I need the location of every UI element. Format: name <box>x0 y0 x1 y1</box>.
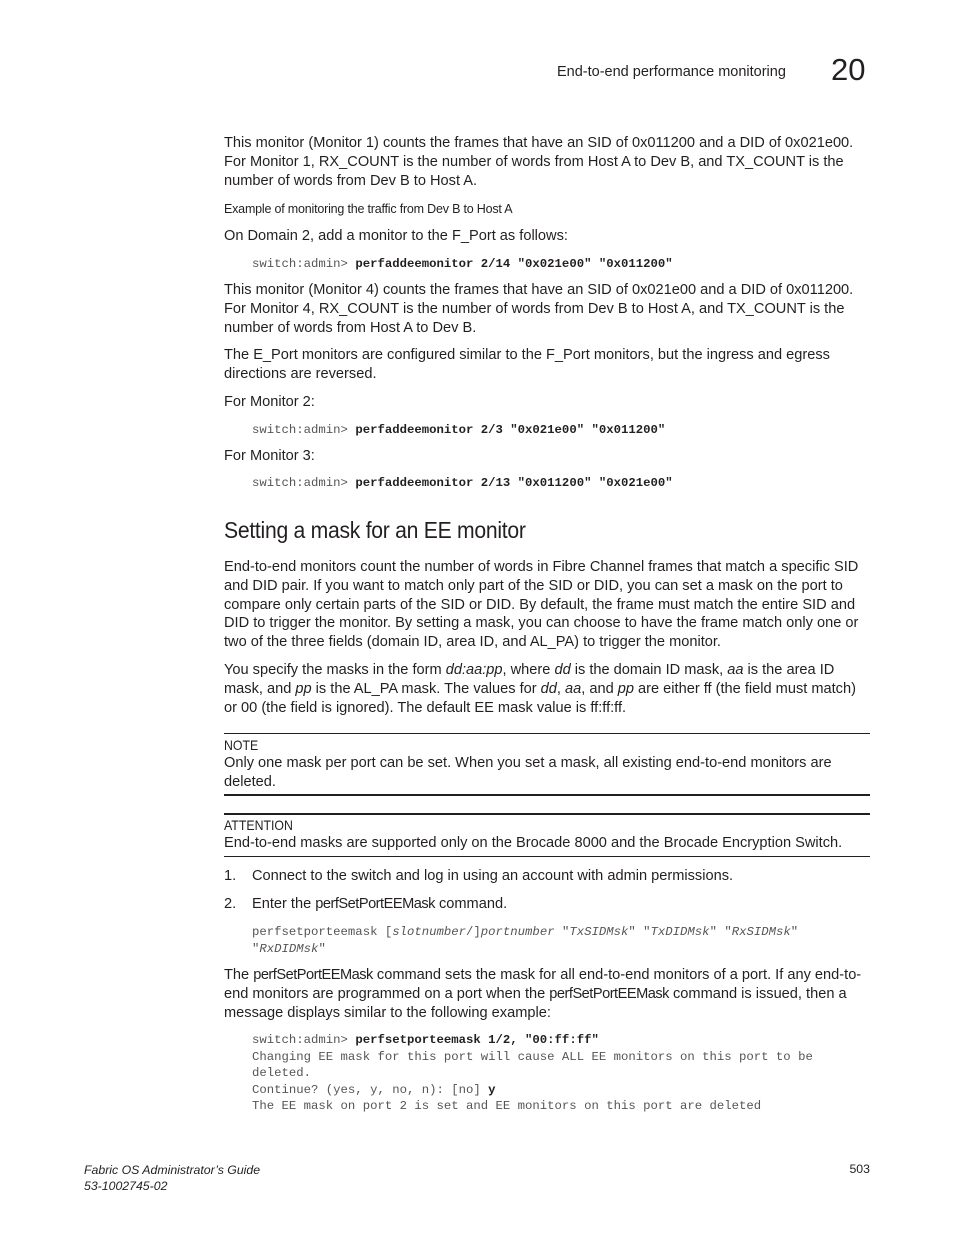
syntax-block: perfsetporteemask [slotnumber/]portnumber "TxSIDMsk" "TxDIDMsk" "RxSIDMsk" "RxDIDMsk" <box>252 925 799 956</box>
example-caption: Example of monitoring the traffic from Dev B to Host A <box>224 202 513 216</box>
running-header-title: End-to-end performance monitoring <box>557 64 786 80</box>
code-prompt: switch:admin> <box>252 257 356 271</box>
section-heading: Setting a mask for an EE monitor <box>224 517 526 543</box>
attention-bottom-rule <box>224 856 870 857</box>
code-command: perfsetporteemask 1/2, "00:ff:ff" <box>355 1033 599 1047</box>
command-name: perfSetPortEEMask <box>549 985 669 1002</box>
step-2-text: Enter the perfSetPortEEMask command. <box>252 896 508 912</box>
example-output-block: switch:admin> perfsetporteemask 1/2, "00:ff:ff" Changing EE mask for this port will cause ALL EE monitors on this port to be deleted. Continue? (yes, y, no, n): [no] y The EE mask on port 2 is set and EE monitors on this port are deleted <box>252 1033 813 1113</box>
paragraph-domain-2: On Domain 2, add a monitor to the F_Port as follows: <box>224 228 568 244</box>
code-block-2 <box>252 422 665 439</box>
page-number: 503 <box>849 1162 870 1176</box>
chapter-number: 20 <box>831 52 866 87</box>
note-top-rule <box>224 733 870 734</box>
paragraph-monitor-3: For Monitor 3: <box>224 448 315 464</box>
paragraph-section-intro: End-to-end monitors count the number of words in Fibre Channel frames that match a specific SID and DID pair. If you want to match only part of the SID or DID, you can set a mask on the port to compare only certain parts of the SID or DID. By default, the frame must match the entire SID and DID to trigger the monitor. By setting a mask, you can choose to have the frame match only one or two of the three fields (domain ID, area ID, and AL_PA) to trigger the monitor. <box>224 559 859 651</box>
command-name: perfSetPortEEMask <box>315 896 435 912</box>
code-command: perfaddeemonitor 2/3 "0x021e00" "0x011200" <box>355 423 666 437</box>
step-1-text: Connect to the switch and log in using an account with admin permissions. <box>252 868 734 884</box>
footer-title: Fabric OS Administrator’s Guide <box>84 1163 261 1177</box>
paragraph-monitor-1: This monitor (Monitor 1) counts the frames that have an SID of 0x011200 and a DID of 0x021e00. For Monitor 1, RX_COUNT is the number of words from Host A to Dev B, and TX_COUNT is the number of words from Dev B to Host A. <box>224 135 854 189</box>
code-prompt: switch:admin> <box>252 476 356 490</box>
note-text: Only one mask per port can be set. When you set a mask, all existing end-to-end monitors are deleted. <box>224 755 832 790</box>
note-bottom-rule <box>224 794 870 796</box>
step-2-number: 2. <box>224 896 237 912</box>
code-prompt: switch:admin> <box>252 423 356 437</box>
command-name: perfSetPortEEMask <box>253 967 373 983</box>
step-1-number: 1. <box>224 868 237 884</box>
code-block-3 <box>252 475 673 492</box>
footer-doc-id: 53-1002745-02 <box>84 1179 168 1193</box>
code-prompt: switch:admin> <box>252 1033 356 1047</box>
code-command: perfaddeemonitor 2/13 "0x011200" "0x021e00" <box>355 476 673 490</box>
paragraph-command-desc: The perfSetPortEEMask command sets the mask for all end-to-end monitors of a port. If any end-to-end monitors are programmed on a port when the perfSetPortEEMask command is issued, then a message displays similar to the following example: <box>224 967 862 1021</box>
note-label: NOTE <box>224 737 259 753</box>
paragraph-monitor-4: This monitor (Monitor 4) counts the frames that have an SID of 0x021e00 and a DID of 0x011200. For Monitor 4, RX_COUNT is the number of words from Dev B to Host A, and TX_COUNT is the number of words from Host A to Dev B. <box>224 282 854 336</box>
code-block-1 <box>252 256 673 273</box>
attention-label: ATTENTION <box>224 817 293 833</box>
code-command: perfaddeemonitor 2/14 "0x021e00" "0x011200" <box>355 257 673 271</box>
attention-top-rule <box>224 813 870 815</box>
paragraph-e-port: The E_Port monitors are configured similar to the F_Port monitors, but the ingress and egress directions are reversed. <box>224 347 830 382</box>
paragraph-mask-format: You specify the masks in the form dd:aa:pp, where dd is the domain ID mask, aa is the area ID mask, and pp is the AL_PA mask. The values for dd, aa, and pp are either ff (the field must match) or 00 (the field is ignored). The default EE mask value is ff:ff:ff. <box>224 662 856 716</box>
paragraph-monitor-2: For Monitor 2: <box>224 394 315 410</box>
attention-text: End-to-end masks are supported only on the Brocade 8000 and the Brocade Encryption Switch. <box>224 835 843 851</box>
footer-doc-info <box>84 1162 260 1194</box>
